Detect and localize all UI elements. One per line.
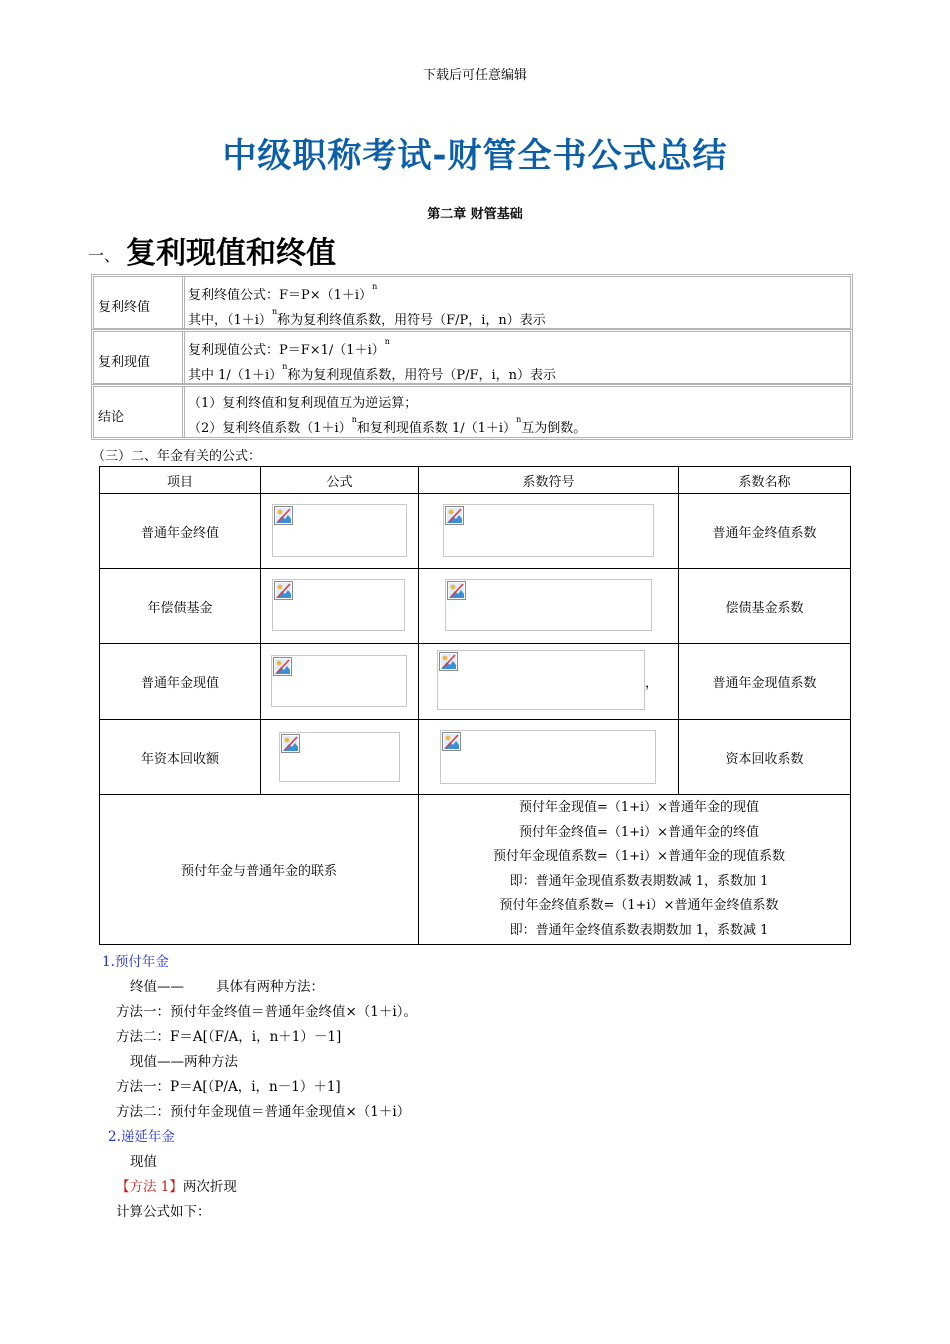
table1-row-fv bbox=[91, 274, 853, 331]
broken-image-icon bbox=[274, 506, 293, 525]
row-label: 复利现值 bbox=[98, 355, 151, 370]
relation-line: 预付年金现值系数=（1+i）×普通年金的现值系数 bbox=[492, 849, 786, 864]
pv-subheading: 现值 bbox=[130, 1154, 157, 1170]
name-cell: 普通年金现值系数 bbox=[679, 644, 851, 720]
relation-row bbox=[100, 795, 851, 945]
name-cell: 资本回收系数 bbox=[679, 720, 851, 795]
section-title: 复利现值和终值 bbox=[126, 236, 336, 271]
symbol-comma: ， bbox=[645, 676, 659, 691]
table1-row-conclusion bbox=[91, 384, 853, 440]
symbol-cell bbox=[419, 569, 679, 644]
item-cell: 年资本回收额 bbox=[100, 720, 261, 795]
header-note: 下载后可任意编辑 bbox=[422, 68, 527, 83]
section-number: 一、 bbox=[88, 246, 121, 265]
annuity-table bbox=[99, 466, 851, 945]
heading-prepaid-annuity: 1.预付年金 bbox=[102, 954, 169, 970]
relation-lines-cell bbox=[419, 795, 851, 945]
broken-image-icon bbox=[281, 734, 300, 753]
broken-image-icon bbox=[273, 657, 292, 676]
column-header: 公式 bbox=[261, 467, 419, 494]
conclusion-line: （1）复利终值和复利现值互为逆运算； bbox=[188, 396, 418, 411]
table-row bbox=[100, 569, 851, 644]
formula-line: 复利终值公式：$F=P\times(1+i)^n$ bbox=[188, 282, 378, 303]
heading-deferred-annuity: 2.递延年金 bbox=[108, 1129, 175, 1145]
formula-cell bbox=[261, 569, 419, 644]
calc-intro: 计算公式如下： bbox=[116, 1204, 211, 1220]
pv-label: 现值——两种方法 bbox=[130, 1054, 238, 1070]
method-line: 方法二：F＝A[（F/A，i，n＋1）－1] bbox=[116, 1029, 342, 1045]
table-row bbox=[100, 644, 851, 720]
relation-item-cell: 预付年金与普通年金的联系 bbox=[100, 795, 419, 945]
formula-desc: 其中，$(1+i)^n$称为复利终值系数，用符号（F/P，i，n）表示 bbox=[188, 307, 546, 328]
broken-image-icon bbox=[442, 732, 461, 751]
item-cell: 普通年金现值 bbox=[100, 644, 261, 720]
formula-image bbox=[272, 504, 407, 557]
relation-line: 预付年金终值=（1+i）×普通年金的终值 bbox=[518, 824, 760, 840]
formula-cell bbox=[261, 494, 419, 569]
document-title: 中级职称考试-财管全书公式总结 bbox=[222, 136, 728, 176]
row-label: 复利终值 bbox=[98, 300, 151, 315]
chapter-heading: 第二章 财管基础 bbox=[427, 207, 523, 222]
formula-image bbox=[272, 579, 405, 631]
item-cell: 普通年金终值 bbox=[100, 494, 261, 569]
symbol-image bbox=[445, 579, 652, 631]
fv-note: 具体有两种方法： bbox=[216, 979, 324, 995]
broken-image-icon bbox=[447, 581, 466, 600]
symbol-cell bbox=[419, 644, 679, 720]
symbol-image bbox=[437, 650, 645, 710]
table-row bbox=[100, 494, 851, 569]
name-cell: 普通年金终值系数 bbox=[679, 494, 851, 569]
method-line: 方法一：P＝A[（P/A，i，n－1）＋1] bbox=[116, 1079, 341, 1095]
relation-line: 预付年金现值=（1+i）×普通年金的现值 bbox=[518, 800, 760, 815]
table-row bbox=[100, 720, 851, 795]
row-label: 结论 bbox=[98, 410, 125, 425]
formula-line: 复利现值公式：$P=F\times 1/(1+i)^n$ bbox=[188, 337, 390, 358]
formula-cell bbox=[261, 644, 419, 720]
formula-image bbox=[271, 655, 407, 707]
column-header: 系数符号 bbox=[419, 467, 679, 494]
method-line: 方法二：预付年金现值＝普通年金现值×（1＋i） bbox=[116, 1104, 411, 1120]
formula-image bbox=[279, 732, 400, 782]
relation-line: 即：普通年金终值系数表期数加 1，系数减 1 bbox=[509, 922, 769, 938]
relation-line: 即：普通年金现值系数表期数减 1，系数加 1 bbox=[509, 873, 769, 889]
broken-image-icon bbox=[439, 652, 458, 671]
relation-line: 预付年金终值系数=（1+i）×普通年金终值系数 bbox=[499, 898, 779, 913]
column-header: 项目 bbox=[100, 467, 261, 494]
symbol-cell bbox=[419, 494, 679, 569]
method-tag: 【方法 1】 bbox=[116, 1179, 183, 1195]
column-header: 系数名称 bbox=[679, 467, 851, 494]
formula-desc: 其中 $1/(1+i)^n$称为复利现值系数，用符号（P/F，i，n）表示 bbox=[188, 362, 557, 383]
broken-image-icon bbox=[445, 506, 464, 525]
conclusion-line: （2）复利终值系数$(1+i)^n$和复利现值系数 $1/(1+i)^n$互为倒数。 bbox=[188, 415, 587, 436]
symbol-cell bbox=[419, 720, 679, 795]
item-cell: 年偿债基金 bbox=[100, 569, 261, 644]
formula-cell bbox=[261, 720, 419, 795]
method-tag-line bbox=[116, 1175, 237, 1195]
table2-caption: （三）二、年金有关的公式： bbox=[92, 449, 262, 464]
method-text: 两次折现 bbox=[182, 1179, 237, 1195]
symbol-image bbox=[440, 730, 656, 784]
method-line: 方法一：预付年金终值＝普通年金终值×（1＋i）。 bbox=[116, 1004, 417, 1020]
symbol-image bbox=[443, 504, 654, 557]
name-cell: 偿债基金系数 bbox=[679, 569, 851, 644]
table-header-row bbox=[100, 467, 851, 494]
table1-row-pv bbox=[91, 329, 853, 386]
broken-image-icon bbox=[274, 581, 293, 600]
fv-label: 终值—— bbox=[130, 979, 184, 995]
